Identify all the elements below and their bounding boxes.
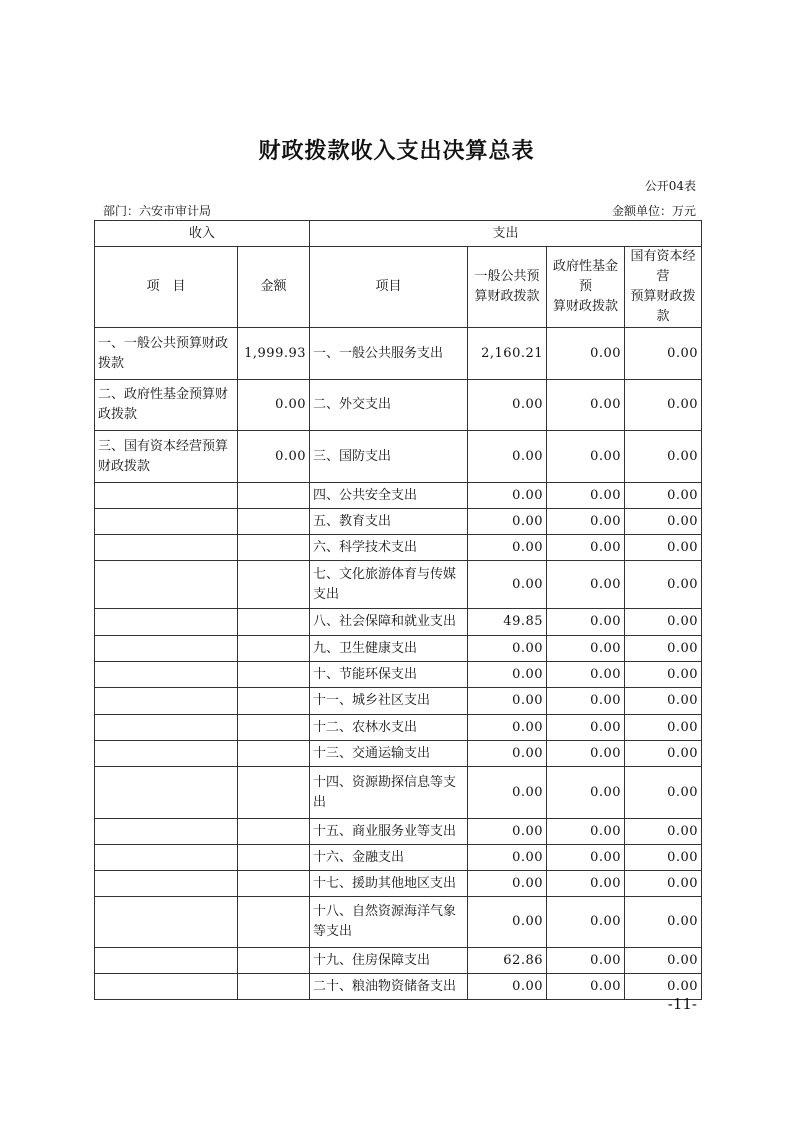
table-row <box>95 636 702 662</box>
general-budget-cell: 0.00 <box>468 715 547 741</box>
general-budget-cell: 0.00 <box>468 767 547 819</box>
state-capital-cell: 0.00 <box>625 509 702 535</box>
unit-label: 金额单位：万元 <box>611 204 696 218</box>
gov-fund-cell: 0.00 <box>547 561 625 609</box>
expense-item-cell: 一、一般公共服务支出 <box>310 328 468 380</box>
expense-item-cell: 四、公共安全支出 <box>310 483 468 509</box>
expense-item-cell: 十二、农林水支出 <box>310 715 468 741</box>
income-item-cell: 二、政府性基金预算财政拨款 <box>95 380 238 431</box>
gov-fund-cell: 0.00 <box>547 767 625 819</box>
general-budget-cell: 0.00 <box>468 974 547 1000</box>
income-item-cell <box>95 535 238 561</box>
state-capital-cell: 0.00 <box>625 431 702 483</box>
income-amount-cell <box>238 845 310 871</box>
header-expense: 支出 <box>310 221 702 247</box>
gov-fund-cell: 0.00 <box>547 636 625 662</box>
income-amount-cell <box>238 974 310 1000</box>
expense-item-cell: 九、卫生健康支出 <box>310 636 468 662</box>
income-amount-cell <box>238 483 310 509</box>
gov-fund-cell: 0.00 <box>547 897 625 948</box>
table-row <box>95 871 702 897</box>
expense-item-cell: 十一、城乡社区支出 <box>310 688 468 715</box>
general-budget-cell: 0.00 <box>468 688 547 715</box>
income-item-cell: 一、一般公共预算财政拨款 <box>95 328 238 380</box>
gov-fund-cell: 0.00 <box>547 715 625 741</box>
general-budget-cell: 49.85 <box>468 609 547 636</box>
expense-item-cell: 五、教育支出 <box>310 509 468 535</box>
income-item-cell <box>95 948 238 974</box>
income-item-cell <box>95 974 238 1000</box>
header-general-budget <box>468 247 547 328</box>
income-amount-cell <box>238 688 310 715</box>
expense-item-cell: 十、节能环保支出 <box>310 662 468 688</box>
expense-item-cell: 三、国防支出 <box>310 431 468 483</box>
header-expense-item: 项目 <box>310 247 468 328</box>
state-capital-cell: 0.00 <box>625 871 702 897</box>
expense-item-cell: 二、外交支出 <box>310 380 468 431</box>
expense-item-cell: 十四、资源勘探信息等支出 <box>310 767 468 819</box>
income-amount-cell <box>238 609 310 636</box>
income-item-cell <box>95 897 238 948</box>
table-row <box>95 974 702 1000</box>
header-general-line1: 一般公共预 <box>474 269 540 284</box>
fiscal-appropriation-table <box>94 220 702 1000</box>
income-amount-cell <box>238 741 310 767</box>
gov-fund-cell: 0.00 <box>547 662 625 688</box>
general-budget-cell: 62.86 <box>468 948 547 974</box>
state-capital-cell: 0.00 <box>625 662 702 688</box>
general-budget-cell: 0.00 <box>468 535 547 561</box>
expense-item-cell: 十三、交通运输支出 <box>310 741 468 767</box>
general-budget-cell: 2,160.21 <box>468 328 547 380</box>
gov-fund-cell: 0.00 <box>547 328 625 380</box>
income-item-cell: 三、国有资本经营预算财政拨款 <box>95 431 238 483</box>
header-fund-line2: 算财政拨款 <box>553 299 619 314</box>
table-row <box>95 483 702 509</box>
page-number: -11- <box>667 995 697 1013</box>
income-item-cell <box>95 871 238 897</box>
income-amount-cell <box>238 636 310 662</box>
table-row <box>95 431 702 483</box>
state-capital-cell: 0.00 <box>625 535 702 561</box>
state-capital-cell: 0.00 <box>625 819 702 845</box>
general-budget-cell: 0.00 <box>468 897 547 948</box>
table-row <box>95 948 702 974</box>
table-row <box>95 328 702 380</box>
income-amount-cell: 1,999.93 <box>238 328 310 380</box>
expense-item-cell: 八、社会保障和就业支出 <box>310 609 468 636</box>
expense-item-cell: 十九、住房保障支出 <box>310 948 468 974</box>
gov-fund-cell: 0.00 <box>547 509 625 535</box>
header-fund-line1: 政府性基金预 <box>553 259 619 294</box>
general-budget-cell: 0.00 <box>468 819 547 845</box>
table-row <box>95 380 702 431</box>
state-capital-cell: 0.00 <box>625 715 702 741</box>
income-item-cell <box>95 609 238 636</box>
general-budget-cell: 0.00 <box>468 636 547 662</box>
gov-fund-cell: 0.00 <box>547 535 625 561</box>
income-amount-cell <box>238 897 310 948</box>
state-capital-cell: 0.00 <box>625 561 702 609</box>
state-capital-cell: 0.00 <box>625 974 702 1000</box>
gov-fund-cell: 0.00 <box>547 688 625 715</box>
income-item-cell <box>95 509 238 535</box>
expense-item-cell: 十八、自然资源海洋气象等支出 <box>310 897 468 948</box>
gov-fund-cell: 0.00 <box>547 948 625 974</box>
income-amount-cell <box>238 767 310 819</box>
gov-fund-cell: 0.00 <box>547 431 625 483</box>
state-capital-cell: 0.00 <box>625 767 702 819</box>
form-code: 公开04表 <box>644 179 696 193</box>
expense-item-cell: 七、文化旅游体育与传媒支出 <box>310 561 468 609</box>
table-row <box>95 535 702 561</box>
table-row <box>95 741 702 767</box>
state-capital-cell: 0.00 <box>625 380 702 431</box>
income-amount-cell: 0.00 <box>238 431 310 483</box>
general-budget-cell: 0.00 <box>468 741 547 767</box>
header-general-line2: 算财政拨款 <box>474 289 540 304</box>
income-item-cell <box>95 845 238 871</box>
gov-fund-cell: 0.00 <box>547 609 625 636</box>
expense-item-cell: 六、科学技术支出 <box>310 535 468 561</box>
state-capital-cell: 0.00 <box>625 636 702 662</box>
income-item-cell <box>95 483 238 509</box>
state-capital-cell: 0.00 <box>625 688 702 715</box>
general-budget-cell: 0.00 <box>468 380 547 431</box>
state-capital-cell: 0.00 <box>625 948 702 974</box>
expense-item-cell: 十五、商业服务业等支出 <box>310 819 468 845</box>
income-amount-cell <box>238 819 310 845</box>
table-row <box>95 561 702 609</box>
general-budget-cell: 0.00 <box>468 561 547 609</box>
table-row <box>95 688 702 715</box>
state-capital-cell: 0.00 <box>625 328 702 380</box>
income-item-cell <box>95 767 238 819</box>
gov-fund-cell: 0.00 <box>547 741 625 767</box>
income-item-cell <box>95 688 238 715</box>
gov-fund-cell: 0.00 <box>547 974 625 1000</box>
income-item-cell <box>95 741 238 767</box>
income-amount-cell <box>238 948 310 974</box>
income-amount-cell <box>238 662 310 688</box>
header-income: 收入 <box>95 221 310 247</box>
expense-item-cell: 十七、援助其他地区支出 <box>310 871 468 897</box>
income-amount-cell <box>238 561 310 609</box>
header-gov-fund <box>547 247 625 328</box>
header-state-line2: 预算财政拨款 <box>630 289 696 324</box>
general-budget-cell: 0.00 <box>468 509 547 535</box>
table-row <box>95 509 702 535</box>
header-state-capital <box>625 247 702 328</box>
general-budget-cell: 0.00 <box>468 871 547 897</box>
gov-fund-cell: 0.00 <box>547 483 625 509</box>
table-row <box>95 715 702 741</box>
table-row <box>95 845 702 871</box>
header-income-item: 项 目 <box>95 247 238 328</box>
income-item-cell <box>95 636 238 662</box>
income-item-cell <box>95 715 238 741</box>
income-item-cell <box>95 561 238 609</box>
general-budget-cell: 0.00 <box>468 431 547 483</box>
expense-item-cell: 二十、粮油物资储备支出 <box>310 974 468 1000</box>
expense-item-cell: 十六、金融支出 <box>310 845 468 871</box>
gov-fund-cell: 0.00 <box>547 871 625 897</box>
table-row <box>95 819 702 845</box>
income-amount-cell <box>238 871 310 897</box>
gov-fund-cell: 0.00 <box>547 380 625 431</box>
state-capital-cell: 0.00 <box>625 897 702 948</box>
state-capital-cell: 0.00 <box>625 483 702 509</box>
income-amount-cell: 0.00 <box>238 380 310 431</box>
general-budget-cell: 0.00 <box>468 483 547 509</box>
table-row <box>95 897 702 948</box>
header-row-columns <box>95 247 702 328</box>
header-income-amount: 金额 <box>238 247 310 328</box>
state-capital-cell: 0.00 <box>625 741 702 767</box>
income-amount-cell <box>238 509 310 535</box>
table-row <box>95 609 702 636</box>
table-row <box>95 662 702 688</box>
department-label: 部门：六安市审计局 <box>103 204 212 218</box>
page-title: 财政拨款收入支出决算总表 <box>258 138 535 164</box>
table-row <box>95 767 702 819</box>
income-item-cell <box>95 819 238 845</box>
income-amount-cell <box>238 715 310 741</box>
state-capital-cell: 0.00 <box>625 609 702 636</box>
general-budget-cell: 0.00 <box>468 845 547 871</box>
header-state-line1: 国有资本经营 <box>630 249 696 284</box>
gov-fund-cell: 0.00 <box>547 819 625 845</box>
state-capital-cell: 0.00 <box>625 845 702 871</box>
income-amount-cell <box>238 535 310 561</box>
gov-fund-cell: 0.00 <box>547 845 625 871</box>
general-budget-cell: 0.00 <box>468 662 547 688</box>
income-item-cell <box>95 662 238 688</box>
header-row-group <box>95 221 702 247</box>
